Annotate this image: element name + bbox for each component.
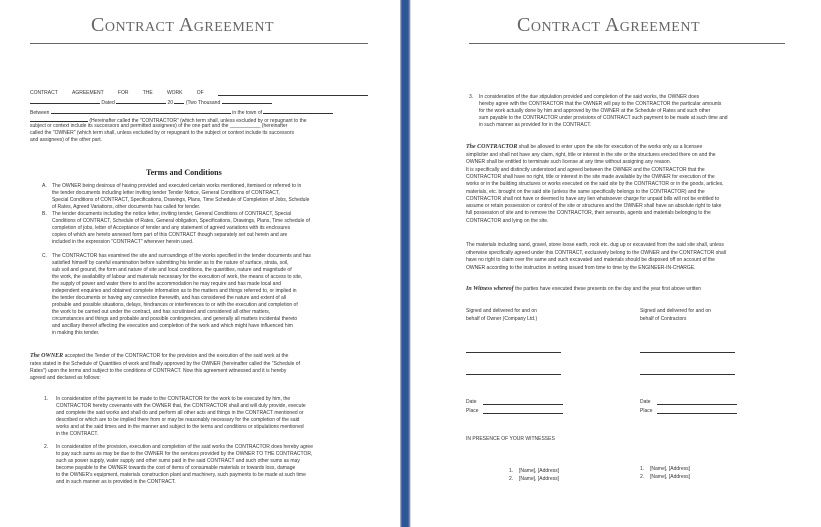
witness-text: the parties have executed these presents on the day and the year first above written: [515, 286, 702, 292]
contractor-signature-line: [640, 352, 735, 353]
blank-line: [51, 108, 231, 114]
paragraph-line: and in such manner as is provided in the CONTRACT.: [56, 479, 176, 485]
contractor-place-line: [657, 413, 737, 414]
paragraph-line: the tender documents or having any connection therewith, and has considered the nature and extent of all: [52, 295, 287, 301]
witness-lead: In Witness whereof: [466, 286, 514, 292]
title-rule: [30, 43, 368, 44]
paragraph-line: The materials including sand, gravel, stone loose earth, rock etc. dug up or excavated from the said site shall, unless: [466, 242, 724, 248]
contractor-lead: The CONTRACTOR: [466, 144, 518, 150]
intro-word: CONTRACT: [30, 90, 58, 96]
sig-contractor-line-1: Signed and delivered for and on: [640, 308, 711, 314]
contractor-name-line: [640, 374, 735, 375]
blank-line: [218, 90, 368, 96]
witness-left-name: [Name], [Address]: [519, 476, 560, 482]
paragraph-line: and complete the said works and shall do and perform all other acts and things in the CONTRACT mentioned or: [56, 410, 304, 416]
paragraph-line: to the OWNER's equipment, materials construction plant and machinery, such payments to be made at such time: [56, 472, 306, 478]
paragraph-line: probable and possible situations, delays, hindrances or interferences to or with the execution and completion of: [52, 302, 298, 308]
paragraph-line: CONTRACTOR and lying on the site.: [466, 217, 549, 224]
owner-date-label: Date: [466, 399, 477, 405]
intro-word: FOR: [117, 90, 129, 96]
paragraph-line: simpliciter and shall not have any claim, right, title or interest in the site or the structures erected there on and the: [466, 152, 716, 158]
paragraph-line: the tender documents including letter inviting tender Tender Notice, General Conditions of CONTRACT,: [52, 190, 280, 196]
paragraph-line: Special Conditions of CONTRACT, Specifications, Drawings, Plans, Time Schedule of Completion of Jobs, Schedule: [52, 197, 310, 203]
year-prefix: 20: [167, 100, 174, 106]
witnesses-heading: IN PRESENCE OF YOUR WITNESSES: [466, 436, 555, 442]
contractor-date-label: Date: [640, 399, 651, 405]
paragraph-line: the work to be carried out under the contract, and has scrutinised and considered all other matters,: [52, 309, 271, 315]
paragraph-line: It is specifically and distinctly understood and agreed between the OWNER and the CONTRACTOR that the: [466, 166, 705, 173]
dated-label: Dated: [101, 100, 115, 106]
paragraph-line: completion of jobs, letter of Acceptance of tender and any statement of agreed variations with its enclosures: [52, 225, 291, 231]
document-page-left: [0, 0, 400, 527]
paragraph-line: sub soil and ground, the form and nature of site and local conditions, the quantities, nature and magnitude of: [52, 267, 292, 273]
paragraph-line: circumstances and things and probable and possible contingencies, and generally all matters incidental thereto: [52, 316, 298, 322]
intro-word: OF: [196, 90, 204, 96]
paragraph-line: become payable to the OWNER towards the cost of items of consumable materials or towards loss, damage: [56, 465, 296, 471]
paragraph-line: have no right to claim over the same and such excavated and materials should be disposed off on account of the: [466, 257, 715, 263]
intro-text: (Hereinafter called the "CONTRACTOR" (which term shall, unless excluded by or repugnant to the: [89, 118, 307, 124]
paragraph-line: described or which are to be implied there from or may be reasonably necessary for the completion of the said: [56, 417, 300, 423]
paragraph-line: CONTRACTOR shall not have or deemed to have any lien whatsoever charge for unpaid bills will not be entitled to: [466, 195, 720, 202]
owner-paragraph-line: rates stated in the Schedule of Quantities of work and finally approved by the OWNER (hereinafter called the "Schedule of: [30, 361, 300, 367]
paragraph-line: in making this tender.: [52, 330, 100, 336]
paragraph-line: materials, etc. brought on the said site (unless the same specifically belongs to the CONTRACTOR) and the: [466, 188, 705, 195]
intro-word: WORK: [166, 90, 183, 96]
paragraph-line: The OWNER being desirous of having provided and executed certain works mentioned, itemised or referred to in: [52, 183, 302, 189]
paragraph-line: works or in the building structures or works executed on the said site by the CONTRACTOR or in the goods, articles,: [466, 181, 724, 188]
witness-right-number: 2.: [640, 474, 645, 480]
contractor-text: shall be allowed to enter upon the site for execution of the works only as a licensee: [518, 144, 703, 150]
paragraph-line: The CONTRACTOR has examined the site and surroundings of the works specified in the tender documents and has: [52, 253, 311, 259]
intro-word: THE: [142, 90, 153, 96]
paragraph-line: such as power supply, water supply and other sums paid in the said CONTRACT and such other sums as may: [56, 458, 300, 464]
page-title: Contract Agreement: [91, 14, 275, 36]
owner-paragraph-line: [30, 353, 288, 360]
paragraph-line: otherwise specifically agreed under this CONTRACT, exclusively belong to the OWNER and the CONTRACTOR shall: [466, 249, 727, 256]
paragraph-line: included in the expression "CONTRACT" wherever herein used.: [52, 239, 194, 245]
year-words: (Two Thousand: [185, 100, 221, 106]
contractor-place-label: Place: [640, 408, 653, 414]
paragraph-line: OWNER shall be entitled to terminate such license at any time without assigning any reason.: [466, 159, 672, 166]
paragraph-line: the supply of power and water there to and the accommodation he may require and has made local and: [52, 281, 282, 287]
paragraph-line: In consideration of the due stipulation provided and completion of the said works, the OWNER does: [479, 94, 700, 100]
blank-line: [174, 98, 184, 104]
paragraph-line: OWNER according to the instruction in writing issued from time to time by the ENGINEER-IN-CHARGE.: [466, 264, 696, 271]
paragraph-line: for the work actually done by him and approved by the OWNER at the Schedule of Rates and such other: [479, 108, 711, 114]
intro-line-6: called the "OWNER" (which term shall, unless excluded by or repugnant to the subject or context include its successors: [30, 130, 294, 136]
item-marker: 3.: [469, 94, 474, 100]
paragraph-line: CONTRACTOR hereby covenants with the OWNER that, the CONTRACTOR shall and will duly provide, execute: [56, 403, 306, 409]
page-title: Contract Agreement: [517, 14, 701, 36]
paragraph-line: In consideration of the provision, execution and completion of the said works the CONTRACTOR does hereby agree: [56, 444, 313, 450]
blank-line: [30, 98, 100, 104]
owner-signature-line: [466, 352, 561, 353]
owner-name-line: [466, 374, 561, 375]
paragraph-line: independent enquiries and obtained complete information as to the matters and things referred to, or implied in: [52, 288, 297, 294]
witness-right-number: 1.: [640, 466, 645, 472]
title-rule: [469, 43, 785, 44]
terms-heading: Terms and Conditions: [146, 168, 222, 177]
paragraph-line: copies of which are hereto annexed form part of this CONTRACT though separately set out herein and are: [52, 232, 288, 238]
paragraph-line: In consideration of the payment to be made to the CONTRACTOR for the work to be executed by him, the: [56, 396, 291, 402]
witness-left-number: 1.: [509, 468, 514, 474]
blank-line: [116, 98, 166, 104]
intro-word: AGREEMENT: [72, 90, 104, 96]
blank-line: [222, 98, 272, 104]
witness-line: [466, 286, 701, 293]
blank-line: [30, 116, 88, 122]
item-marker: C.: [42, 253, 47, 259]
owner-text: accepted the Tender of the CONTRACTOR for the provision and the execution of the said work at the: [64, 353, 289, 359]
paragraph-line: Conditions of CONTRACT, Schedule of Rates, General obligation, Specifications, Drawings, Plans, Time schedule of: [52, 218, 310, 224]
owner-date-line: [483, 404, 563, 405]
paragraph-line: in the CONTRACT.: [56, 431, 99, 437]
owner-paragraph-line: Rates") upon the terms and subject to the conditions of CONTRACT. Now this agreement witnessed and it is hereby: [30, 368, 287, 374]
contractor-paragraph-line: [466, 144, 702, 151]
witness-left-number: 2.: [509, 476, 514, 482]
paragraph-line: to pay such sums as may be due to the OWNER for the services provided by the OWNER TO THE CONTRACTOR,: [56, 451, 313, 457]
item-marker: 1.: [44, 396, 49, 402]
witness-left-name: [Name], [Address]: [519, 468, 560, 474]
paragraph-line: satisfied himself by careful examination before submitting his tender as to the nature of surface, strata, soil,: [52, 260, 289, 266]
between-label: Between: [30, 110, 50, 116]
blank-line: [263, 108, 333, 114]
paragraph-line: of Rates, Agreed Variations, other documents has called for tender.: [52, 204, 201, 210]
sig-owner-line-1: Signed and delivered for and on: [466, 308, 537, 314]
item-marker: A.: [42, 183, 47, 189]
witness-right-name: [Name], [Address]: [650, 466, 691, 472]
intro-line-1: [30, 90, 368, 97]
paragraph-line: The tender documents including the notice letter, inviting tender, General Conditions of CONTRACT, Special: [52, 211, 292, 217]
owner-lead: The OWNER: [30, 353, 64, 359]
intro-line-5: subject or context include its successors and permitted assignees) of the one part and the ___________ (hereinafter: [30, 123, 288, 129]
page-divider: [400, 0, 411, 527]
witness-right-name: [Name], [Address]: [650, 474, 691, 480]
owner-place-label: Place: [466, 408, 479, 414]
paragraph-line: hereby agree with the CONTRACTOR that the OWNER will pay to the CONTRACTOR the particular amounts: [479, 101, 722, 107]
intro-line-7: and assignees) of the other part.: [30, 137, 102, 143]
item-marker: B.: [42, 211, 47, 217]
sig-owner-line-2: behalf of Owner (Company Ltd.): [466, 316, 538, 322]
paragraph-line: assume or retain possession or control of the site or structures and the OWNER shall have an absolute right to take: [466, 203, 722, 210]
paragraph-line: CONTRACTOR shall have no right, title or interest in the site made available by the OWNER for execution of the: [466, 173, 715, 180]
sig-contractor-line-2: behalf of Contractors: [640, 316, 687, 322]
paragraph-line: the work, the availability of labour and materials necessary for the execution of work, the means of access to site,: [52, 274, 303, 280]
owner-place-line: [483, 413, 563, 414]
town-label: in the town of: [232, 110, 262, 116]
paragraph-line: and ancillary thereof affecting the execution and completion of the work and which might have influenced him: [52, 323, 293, 329]
paragraph-line: sum payable to the CONTRACTOR under provisions of CONTRACT such payment to be made at such time and: [479, 115, 728, 121]
document-page-right: [411, 0, 821, 527]
intro-line-2: [30, 98, 272, 107]
paragraph-line: in such manner as provided for in the CONTRACT.: [479, 122, 592, 128]
item-marker: 2.: [44, 444, 49, 450]
paragraph-line: full possession of site and to remove the CONTRACTOR, their servants, agents and materials belonging to the: [466, 210, 711, 217]
owner-paragraph-line: agreed and declared as follows:: [30, 375, 101, 381]
contractor-date-line: [657, 404, 737, 405]
paragraph-line: works and at the said times and in the manner and subject to the terms and conditions or stipulations mentioned: [56, 424, 304, 430]
